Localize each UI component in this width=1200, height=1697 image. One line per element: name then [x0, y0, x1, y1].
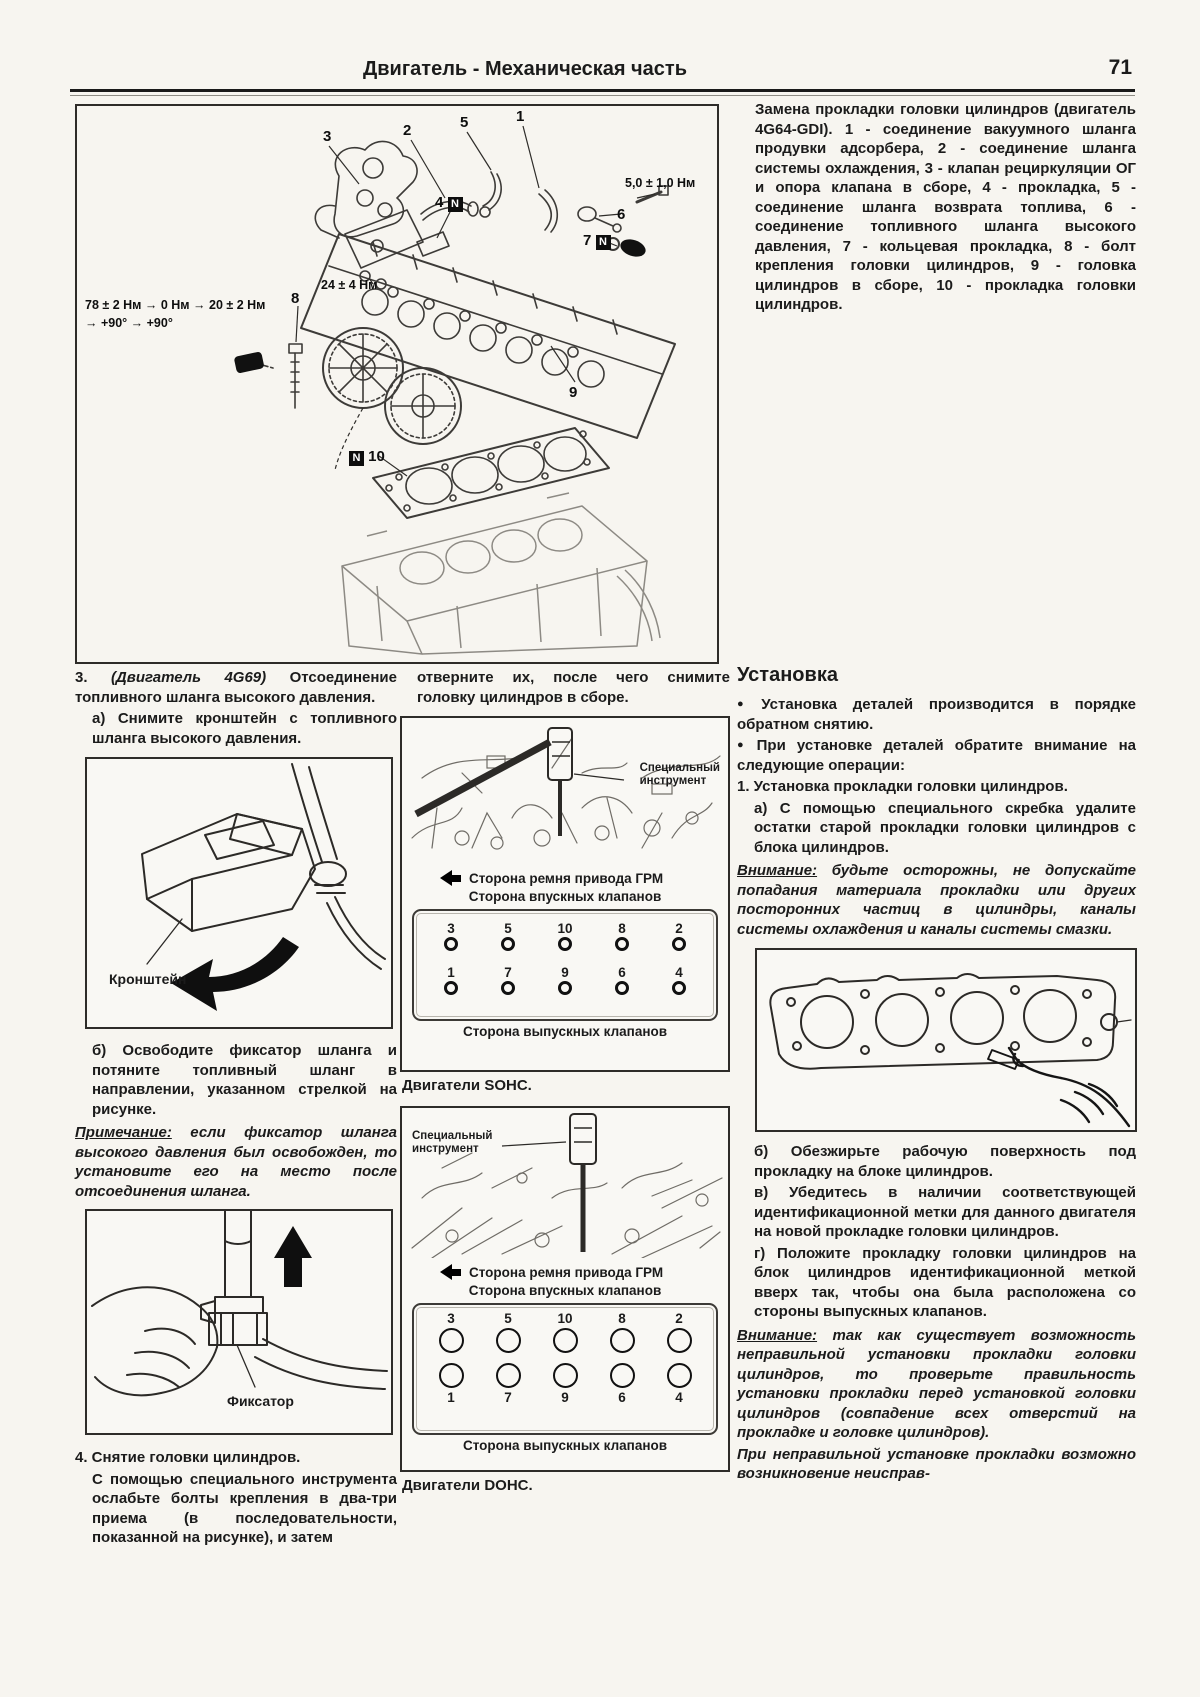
step-4-continuation: отверните их, после чего снимите головку цилиндров в сборе.: [417, 669, 730, 706]
bolt-hole-icon: [615, 981, 629, 995]
special-tool-label: Специальный инструмент: [412, 1130, 493, 1155]
torque-bracket-label: 24 ± 4 Нм: [321, 278, 378, 292]
callout-2: 2: [403, 122, 412, 139]
callout-10: N 10: [349, 448, 385, 466]
figure-gasket-scraping: [755, 948, 1137, 1132]
belt-side-row: Сторона ремня привода ГРМ: [440, 870, 728, 886]
bolt-position: 8: [609, 921, 635, 951]
bolt-hole-icon: [501, 937, 515, 951]
header-rule-thin: [70, 95, 1135, 96]
sealant-marker-icon: N: [349, 451, 364, 466]
intake-side-label: Сторона впускных клапанов: [468, 889, 662, 904]
sealant-marker-icon: N: [596, 235, 611, 250]
sohc-caption: Двигатели SOHC.: [402, 1077, 532, 1094]
bolt-position: 8: [609, 1311, 635, 1355]
bullet-1: ● Установка деталей производится в порядке обратном снятию.: [737, 696, 1136, 733]
bolt-position: 5: [495, 1311, 521, 1355]
callout-5: 5: [460, 114, 469, 131]
left-arrow-icon: [440, 870, 461, 886]
callout-8: 8: [291, 290, 300, 307]
bolt-hole-icon: [496, 1363, 521, 1388]
section-heading: Установка: [737, 664, 838, 686]
left-column: [75, 668, 397, 1550]
step-1g-paragraph: г) Положите прокладку головки цилиндров на блок цилиндров идентификационной меткой вверх так, чтобы она была расположена со стороны выпускных клапанов.: [754, 1244, 1136, 1320]
torque-sensor-label: 5,0 ± 1,0 Нм: [625, 176, 696, 190]
page-title: Двигатель - Механическая часть: [362, 58, 688, 80]
step-1-title: 1. Установка прокладки головки цилиндров.: [737, 778, 1068, 795]
bolt-position: 4: [666, 965, 692, 995]
sohc-engine-art: [402, 718, 728, 864]
torque-main-label-1: 78 ± 2 Нм → 0 Нм → 20 ± 2 Нм: [85, 298, 266, 312]
bolt-hole-icon: [444, 937, 458, 951]
bolt-position: 6: [609, 1361, 635, 1405]
sohc-head-plate: [412, 909, 718, 1021]
bolt-position: 10: [552, 921, 578, 951]
bolt-hole-icon: [444, 981, 458, 995]
lock-label: Фиксатор: [227, 1393, 294, 1409]
pull-direction-arrow-icon: [274, 1226, 312, 1287]
note-paragraph: Примечание: если фиксатор шланга высокого давления был освобожден, то установите его на место после отсоединения шланга.: [75, 1124, 397, 1200]
bolt-position: 5: [495, 921, 521, 951]
bolt-position: 9: [552, 1361, 578, 1405]
bolt-position: 2: [666, 921, 692, 951]
step-1a-paragraph: а) С помощью специального скребка удалите остатки старой прокладки головки цилиндров с блока цилиндров.: [754, 799, 1136, 856]
step-1b-paragraph: б) Обезжирьте рабочую поверхность под прокладку на блоке цилиндров.: [754, 1143, 1136, 1180]
warning-2-continuation: При неправильной установке прокладки возможно возникновение неисправ-: [737, 1445, 1136, 1482]
bolt-hole-icon: [439, 1328, 464, 1353]
bolt-hole-icon: [615, 937, 629, 951]
step-1v-paragraph: в) Убедитесь в наличии соответствующей идентификационной метки для данного двигателя на новой прокладке головки цилиндров.: [754, 1184, 1136, 1240]
page-number: 71: [1108, 56, 1132, 79]
dohc-caption: Двигатели DOHC.: [402, 1477, 533, 1494]
gasket-hand-art: [757, 950, 1135, 1130]
bolt-position: 3: [438, 921, 464, 951]
bolt-position: 10: [552, 1311, 578, 1355]
belt-side-row: Сторона ремня привода ГРМ: [440, 1264, 728, 1280]
callout-3: 3: [323, 128, 332, 145]
figure-cylinder-head-exploded: [75, 104, 719, 664]
callout-7: 7 N: [583, 232, 611, 250]
warning-1: Внимание: будьте осторожны, не допускайте попадания материала прокладки или других посторонних частиц в цилиндры, каналы системы охлаждения и каналы системы смазки.: [737, 862, 1136, 938]
middle-column: [400, 668, 730, 1494]
bolt-hole-icon: [667, 1363, 692, 1388]
bolt-hole-icon: [553, 1328, 578, 1353]
bullet-icon: ●: [737, 698, 756, 710]
step-4-paragraph: С помощью специального инструмента ослабьте болты крепления в два-три приема (в последовательности, показанной на рисунке), и затем: [92, 1470, 397, 1546]
exhaust-side-label: Сторона выпускных клапанов: [462, 1438, 668, 1453]
bolt-hole-icon: [558, 937, 572, 951]
step-3b-paragraph: б) Освободите фиксатор шланга и потяните топливный шланг в направлении, указанном стрелкой на рисунке.: [92, 1042, 397, 1118]
callout-9: 9: [569, 384, 578, 401]
bullet-icon: ●: [737, 739, 751, 751]
bolt-position: 1: [438, 965, 464, 995]
intake-side-label: Сторона впускных клапанов: [468, 1283, 662, 1298]
step-4-title: 4. Снятие головки цилиндров.: [75, 1449, 301, 1466]
bolt-hole-icon: [496, 1328, 521, 1353]
bolt-hole-icon: [501, 981, 515, 995]
warning-2: Внимание: так как существует возможность неправильной установки прокладки головки цилиндров, то проверьте правильность установки прокладки перед установкой головки цилиндров (совпадение всех отверстий на прокладке и головке цилиндров).: [737, 1326, 1136, 1441]
left-arrow-icon: [440, 1264, 461, 1280]
right-column: [737, 664, 1136, 1486]
step-3-paragraph: 3. (Двигатель 4G69) Отсоединение топливного шланга высокого давления.: [75, 669, 397, 706]
bolt-position: 3: [438, 1311, 464, 1355]
bolt-position: 4: [666, 1361, 692, 1405]
step-3a-paragraph: а) Снимите кронштейн с топливного шланга высокого давления.: [92, 710, 397, 747]
bolt-position: 1: [438, 1361, 464, 1405]
engine-exploded-art: [77, 106, 713, 658]
bolt-hole-icon: [610, 1363, 635, 1388]
bolt-hole-icon: [672, 981, 686, 995]
main-figure-caption: [755, 100, 1136, 317]
bolt-hole-icon: [667, 1328, 692, 1353]
header-rule: [70, 89, 1135, 92]
bullet-2: ● При установке деталей обратите внимание на следующие операции:: [737, 737, 1136, 774]
sealant-marker-icon: N: [448, 197, 463, 212]
bolt-hole-icon: [553, 1363, 578, 1388]
figure-bracket: [85, 757, 393, 1029]
bolt-position: 7: [495, 965, 521, 995]
bolt-position: 9: [552, 965, 578, 995]
bolt-position: 2: [666, 1311, 692, 1355]
figure-hose-lock: [85, 1209, 393, 1435]
callout-6: 6: [617, 206, 626, 223]
figure-dohc-sequence: [400, 1106, 730, 1472]
bolt-hole-icon: [610, 1328, 635, 1353]
exhaust-side-label: Сторона выпускных клапанов: [462, 1024, 668, 1039]
torque-main-label-2: → +90° → +90°: [85, 316, 173, 330]
bolt-hole-icon: [672, 937, 686, 951]
figure-sohc-sequence: [400, 716, 730, 1072]
dohc-head-plate: [412, 1303, 718, 1435]
callout-1: 1: [516, 108, 525, 125]
bracket-label: Кронштейн: [109, 971, 187, 987]
direction-arrow-icon: [171, 937, 299, 1011]
bolt-position: 6: [609, 965, 635, 995]
bolt-hole-icon: [439, 1363, 464, 1388]
callout-4: 4 N: [435, 194, 463, 212]
bolt-hole-icon: [558, 981, 572, 995]
bolt-position: 7: [495, 1361, 521, 1405]
special-tool-label: Специальный инструмент: [639, 762, 720, 787]
caption-text: Замена прокладки головки цилиндров (двигатель 4G64-GDI). 1 - соединение вакуумного шланга продувки адсорбера, 2 - соединение шланга системы охлаждения, 3 - клапан рециркуляции ОГ и опора клапана в сборе, 4 - прокладка, 5 - соединение шланга возврата топлива, 6 - соединение топливного шланга высокого давления, 7 - кольцевая прокладка, 8 - болт крепления головки цилиндров, 9 - головка цилиндров в сборе, 10 - прокладка головки цилиндров.: [755, 101, 1136, 313]
